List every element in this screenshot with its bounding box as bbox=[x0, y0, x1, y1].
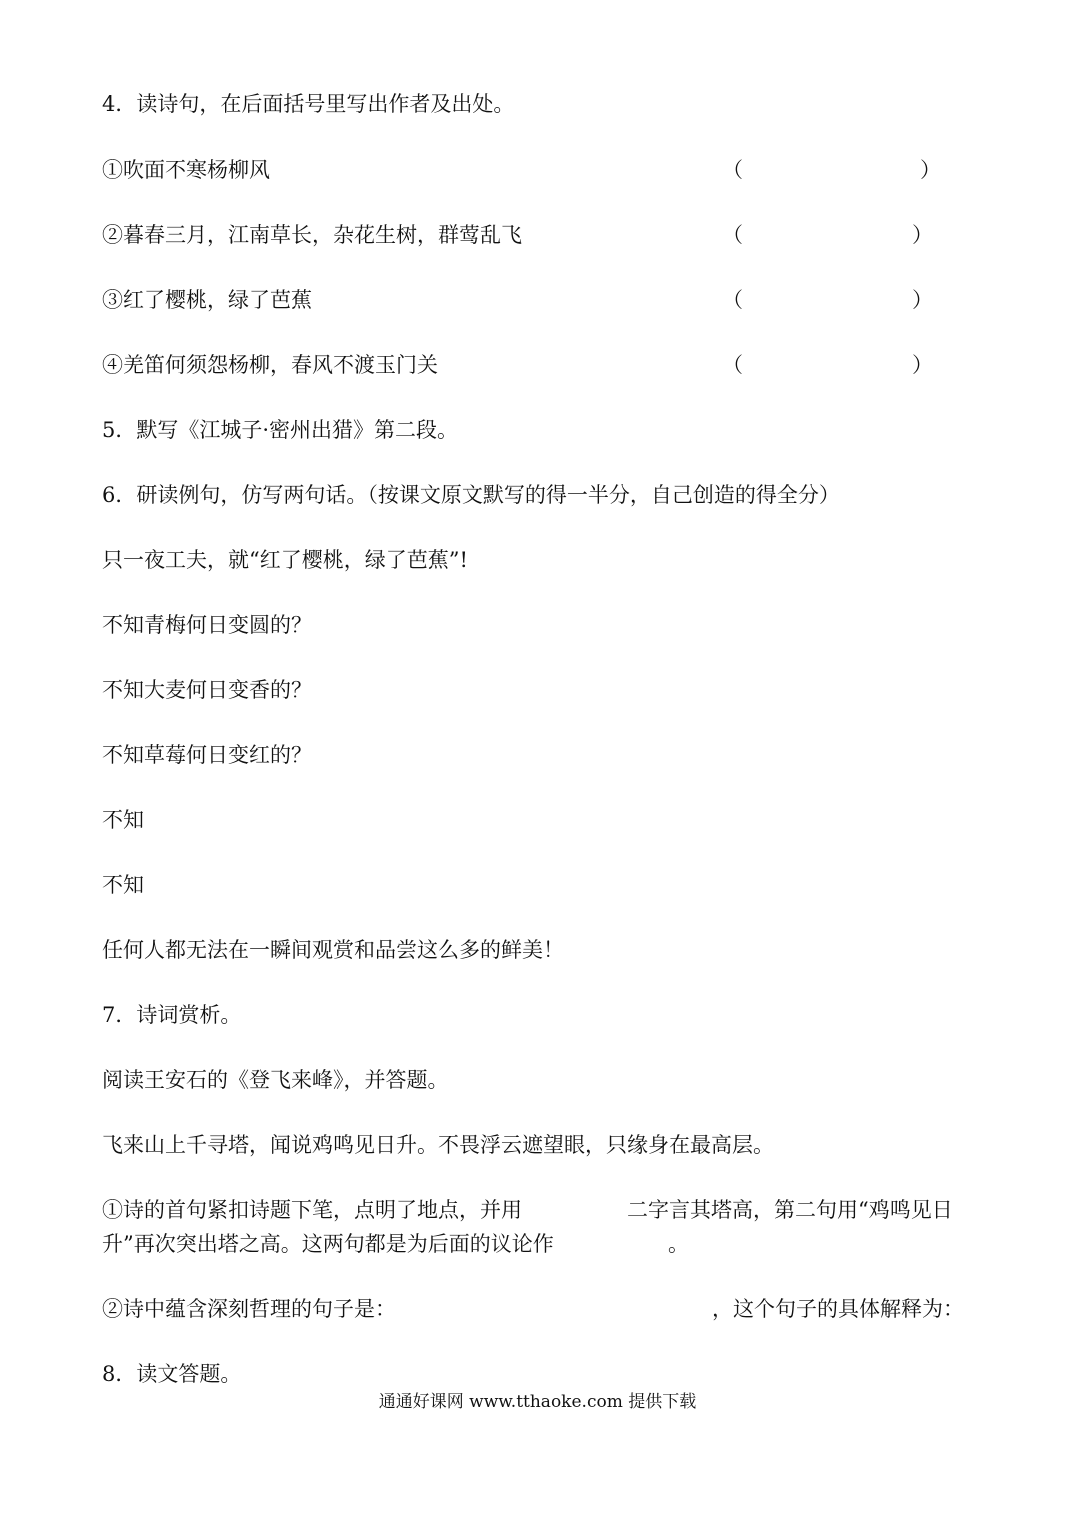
q6-blank-line-2: 不知 bbox=[102, 873, 144, 897]
q7-title: 7．诗词赏析。 bbox=[102, 1003, 242, 1027]
page-footer: 通通好课网 www.tthaoke.com 提供下载 bbox=[378, 1392, 697, 1412]
q8-title: 8．读文答题。 bbox=[102, 1362, 242, 1386]
q4-item-1: ①吹面不寒杨柳风 bbox=[102, 158, 270, 182]
q7-sub2-part2: ，这个句子的具体解释为： bbox=[712, 1297, 964, 1321]
q5-title: 5．默写《江城子·密州出猎》第二段。 bbox=[102, 418, 459, 442]
q4-title: 4．读诗句，在后面括号里写出作者及出处。 bbox=[102, 92, 515, 116]
q4-item-2: ②暮春三月，江南草长，杂花生树，群莺乱飞 bbox=[102, 223, 522, 247]
q4-item-3-paren-close: ） bbox=[912, 288, 933, 312]
q4-item-3-paren-open: （ bbox=[722, 288, 743, 312]
q6-line-caomei: 不知草莓何日变红的？ bbox=[102, 743, 312, 767]
q6-example-line: 只一夜工夫，就“红了樱桃，绿了芭蕉”! bbox=[102, 548, 468, 572]
q4-item-4-paren-open: （ bbox=[722, 353, 743, 377]
q7-sub1-part4: 。 bbox=[668, 1232, 689, 1256]
q7-poem: 飞来山上千寻塔，闻说鸡鸣见日升。不畏浮云遮望眼，只缘身在最高层。 bbox=[102, 1133, 774, 1157]
q6-conclusion-line: 任何人都无法在一瞬间观赏和品尝这么多的鲜美！ bbox=[102, 938, 564, 962]
q7-sub1-part2: 二字言其塔高，第二句用“鸡鸣见日 bbox=[627, 1198, 953, 1222]
q4-item-1-paren-close: ） bbox=[920, 158, 941, 182]
q6-title: 6．研读例句，仿写两句话。（按课文原文默写的得一半分，自己创造的得全分） bbox=[102, 483, 840, 507]
q7-sub1-part1: ①诗的首句紧扣诗题下笔，点明了地点，并用 bbox=[102, 1198, 522, 1222]
q4-item-2-paren-close: ） bbox=[912, 223, 933, 247]
q6-line-qingmei: 不知青梅何日变圆的？ bbox=[102, 613, 312, 637]
q4-item-1-paren-open: （ bbox=[722, 158, 743, 182]
q6-blank-line-1: 不知 bbox=[102, 808, 144, 832]
q7-intro: 阅读王安石的《登飞来峰》，并答题。 bbox=[102, 1068, 449, 1092]
q4-item-4: ④羌笛何须怨杨柳，春风不渡玉门关 bbox=[102, 353, 438, 377]
q7-sub2-part1: ②诗中蕴含深刻哲理的句子是： bbox=[102, 1297, 396, 1321]
q4-item-2-paren-open: （ bbox=[722, 223, 743, 247]
q6-line-damai: 不知大麦何日变香的？ bbox=[102, 678, 312, 702]
q4-item-3: ③红了樱桃，绿了芭蕉 bbox=[102, 288, 312, 312]
q7-sub1-part3: 升”再次突出塔之高。这两句都是为后面的议论作 bbox=[102, 1232, 554, 1256]
q4-item-4-paren-close: ） bbox=[912, 353, 933, 377]
